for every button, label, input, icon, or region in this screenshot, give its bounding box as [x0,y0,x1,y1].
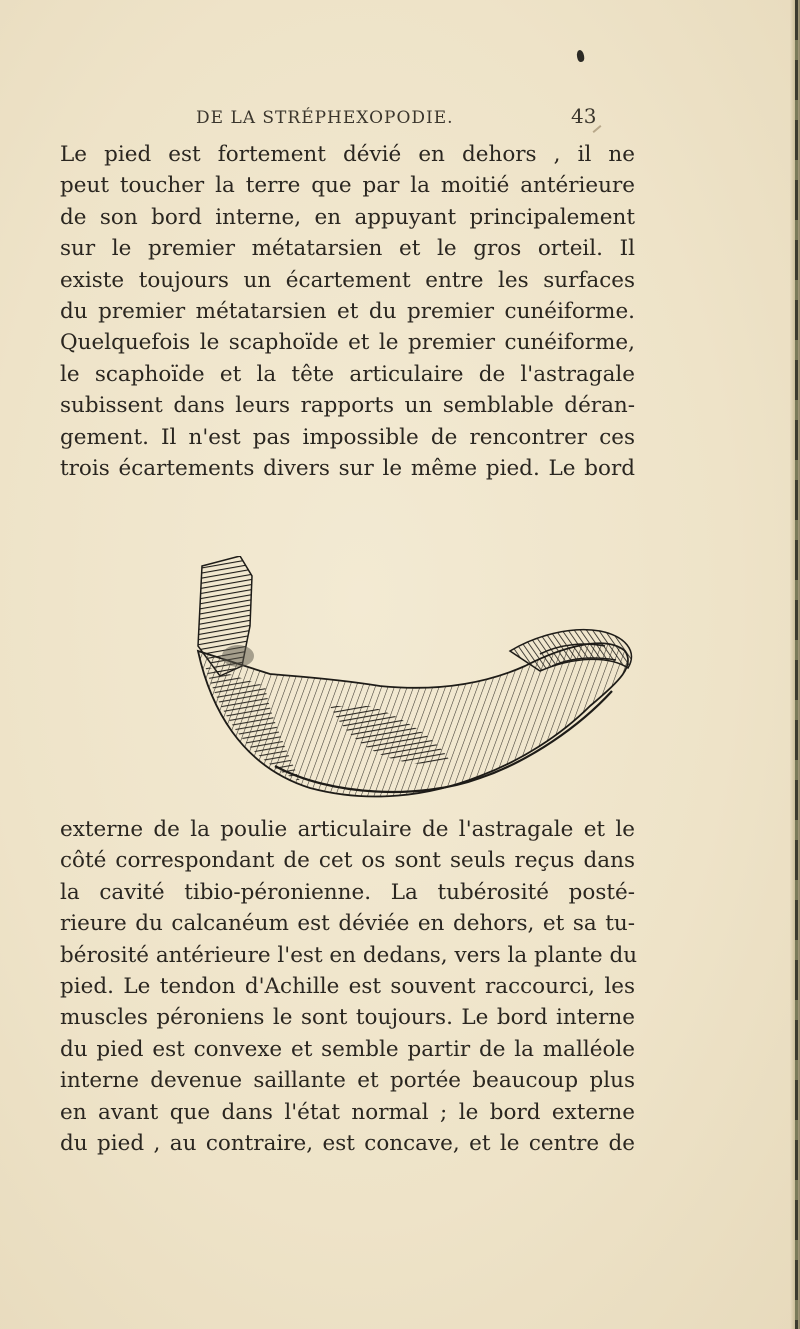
text-line: la cavité tibio-péronienne. La tubérosité posté- [60,879,635,905]
page-number: 43 [571,104,597,128]
foot-engraving-drawing [180,556,640,806]
binding-strip [795,0,798,1329]
text-line: du pied , au contraire, est concave, et le centre de [60,1130,635,1156]
text-line: subissent dans leurs rapports un semblable déran- [60,393,635,419]
text-line: trois écartements divers sur le même pied. Le bord [60,455,635,481]
ink-speck [576,49,585,62]
text-line: en avant que dans l'état normal ; le bord externe [60,1099,635,1125]
page-header [196,104,616,138]
text-line: gement. Il n'est pas impossible de rencontrer ces [60,424,635,450]
running-head: DE LA STRÉPHEXOPODIE. [196,108,454,128]
text-line: peut toucher la terre que par la moitié antérieure [60,173,635,199]
text-line: externe de la poulie articulaire de l'astragale et le [60,817,635,842]
text-line: rieure du calcanéum est déviée en dehors, et sa tu- [60,911,635,937]
paragraph-top [60,139,635,484]
page-edge [790,0,800,1329]
foot-engraving [180,556,640,806]
malleolus [222,645,254,667]
text-line: sur le premier métatarsien et le gros orteil. Il [60,236,635,262]
text-line: pied. Le tendon d'Achille est souvent raccourci, les [60,973,635,999]
text-line: muscles péroniens le sont toujours. Le bord interne [60,1005,635,1031]
text-line: existe toujours un écartement entre les surfaces [60,267,635,293]
text-line: le scaphoïde et la tête articulaire de l'astragale [60,361,635,387]
text-line: de son bord interne, en appuyant principalement [60,204,635,230]
text-line: côté correspondant de cet os sont seuls reçus dans [60,848,635,874]
paragraph-bottom [60,814,638,1159]
text-line: bérosité antérieure l'est en dedans, vers la plante du [60,942,638,968]
text-line: du premier métatarsien et du premier cunéiforme. [60,298,635,324]
text-line: Quelquefois le scaphoïde et le premier cunéiforme, [60,330,635,356]
text-line: Le pied est fortement dévié en dehors , il ne [60,142,635,167]
text-line: interne devenue saillante et portée beaucoup plus [60,1068,635,1094]
text-line: du pied est convexe et semble partir de la malléole [60,1036,635,1062]
